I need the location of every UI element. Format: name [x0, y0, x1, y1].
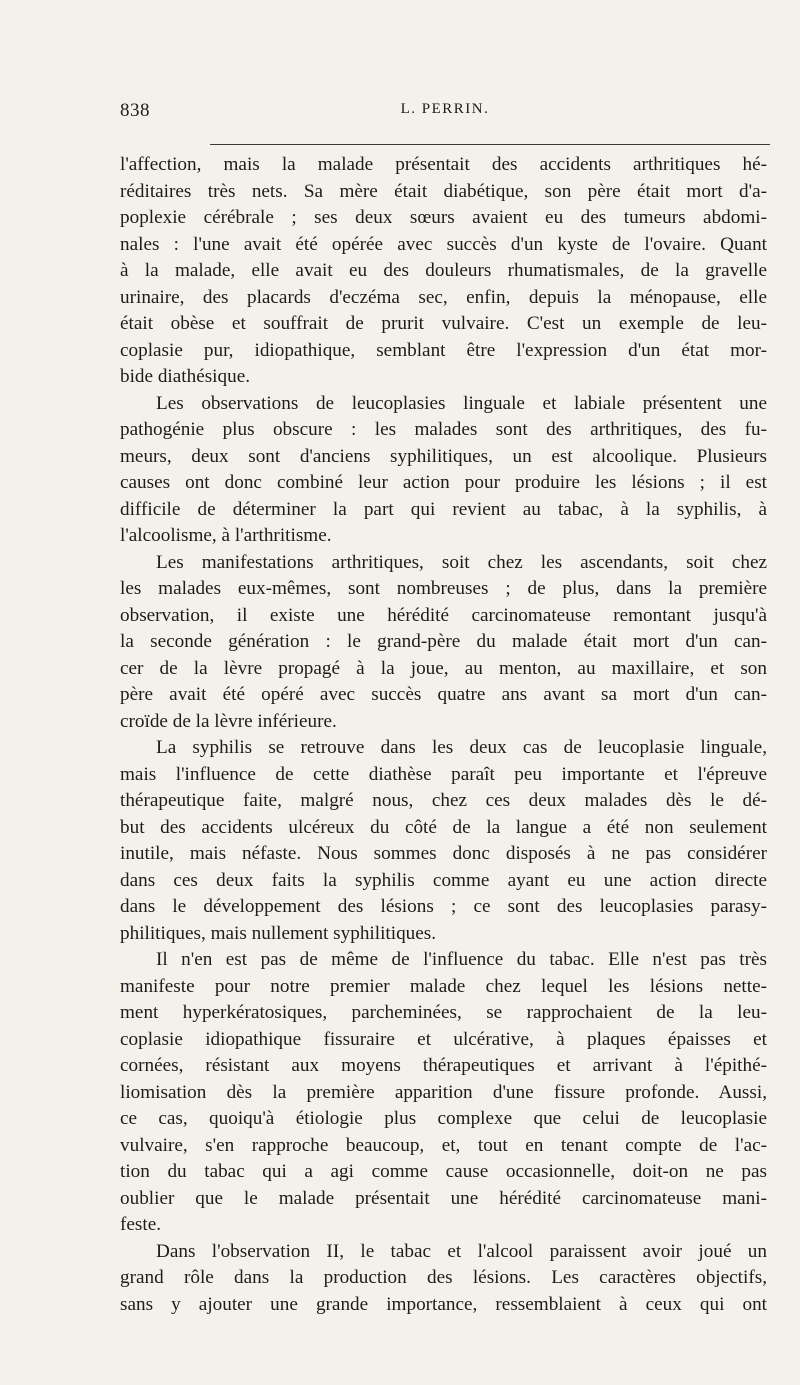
- text-line: inutile, mais néfaste. Nous sommes donc disposés à ne pas considérer: [120, 843, 767, 864]
- text-line: tion du tabac qui a agi comme cause occasionnelle, doit-on ne pas: [120, 1161, 767, 1182]
- page-number: 838: [120, 100, 150, 121]
- text-line: cer de la lèvre propagé à la joue, au menton, au maxillaire, et son: [120, 657, 767, 679]
- text-line: Les manifestations arthritiques, soit chez les ascendants, soit chez: [156, 551, 767, 573]
- text-line: ce cas, quoiqu'à étiologie plus complexe que celui de leucoplasie: [120, 1108, 767, 1129]
- text-line: la seconde génération : le grand-père du malade était mort d'un can-: [120, 631, 767, 652]
- text-line: poplexie cérébrale ; ses deux sœurs avaient eu des tumeurs abdomi-: [120, 207, 767, 228]
- text-line: grand rôle dans la production des lésions. Les caractères objectifs,: [120, 1267, 767, 1288]
- text-line: meurs, deux sont d'anciens syphilitiques, un est alcoolique. Plusieurs: [120, 445, 767, 467]
- text-line: cornées, résistant aux moyens thérapeutiques et arrivant à l'épithé-: [120, 1055, 767, 1076]
- text-line: dans ces deux faits la syphilis comme ayant eu une action directe: [120, 869, 767, 891]
- text-line: sans y ajouter une grande importance, ressemblaient à ceux qui ont: [120, 1293, 767, 1315]
- text-line: Dans l'observation II, le tabac et l'alcool paraissent avoir joué un: [156, 1240, 767, 1262]
- text-line: pathogénie plus obscure : les malades sont des arthritiques, des fu-: [120, 419, 767, 440]
- page-header: [120, 100, 770, 126]
- text-line: oublier que le malade présentait une hérédité carcinomateuse mani-: [120, 1187, 767, 1209]
- text-line: l'alcoolisme, à l'arthritisme.: [120, 525, 332, 546]
- text-line: observation, il existe une hérédité carcinomateuse remontant jusqu'à: [120, 604, 767, 626]
- text-line: thérapeutique faite, malgré nous, chez ces deux malades dès le dé-: [120, 790, 767, 811]
- text-line: père avait été opéré avec succès quatre ans avant sa mort d'un can-: [120, 684, 767, 705]
- text-line: nales : l'une avait été opérée avec succès d'un kyste de l'ovaire. Quant: [120, 233, 767, 255]
- text-line: les malades eux-mêmes, sont nombreuses ; de plus, dans la première: [120, 578, 767, 599]
- text-line: ment hyperkératosiques, parcheminées, se rapprochaient de la leu-: [120, 1002, 767, 1023]
- text-line: réditaires très nets. Sa mère était diabétique, son père était mort d'a-: [120, 180, 767, 202]
- text-line: coplasie idiopathique fissuraire et ulcérative, à plaques épaisses et: [120, 1028, 767, 1050]
- text-line: philitiques, mais nullement syphilitiques.: [120, 922, 437, 944]
- text-line: urinaire, des placards d'eczéma sec, enfin, depuis la ménopause, elle: [120, 286, 767, 308]
- text-line: Il n'en est pas de même de l'influence du tabac. Elle n'est pas très: [156, 949, 767, 970]
- text-line: difficile de déterminer la part qui revient au tabac, à la syphilis, à: [120, 498, 767, 520]
- text-line: feste.: [120, 1214, 162, 1235]
- text-line: bide diathésique.: [120, 366, 251, 387]
- body-text: [120, 152, 767, 1318]
- text-line: La syphilis se retrouve dans les deux cas de leucoplasie linguale,: [156, 737, 767, 758]
- text-line: causes ont donc combiné leur action pour produire les lésions ; il est: [120, 472, 767, 493]
- text-line: l'affection, mais la malade présentait des accidents arthritiques hé-: [120, 154, 767, 175]
- text-line: but des accidents ulcéreux du côté de la langue a été non seulement: [120, 816, 767, 838]
- text-line: à la malade, elle avait eu des douleurs rhumatismales, de la gravelle: [120, 260, 767, 281]
- text-line: liomisation dès la première apparition d'une fissure profonde. Aussi,: [120, 1081, 767, 1103]
- text-line: était obèse et souffrait de prurit vulvaire. C'est un exemple de leu-: [120, 313, 767, 334]
- text-line: coplasie pur, idiopathique, semblant être l'expression d'un état mor-: [120, 339, 767, 361]
- text-line: dans le développement des lésions ; ce sont des leucoplasies parasy-: [120, 896, 767, 917]
- header-rule: [210, 144, 770, 145]
- text-line: Les observations de leucoplasies linguale et labiale présentent une: [156, 392, 767, 414]
- text-line: vulvaire, s'en rapproche beaucoup, et, tout en tenant compte de l'ac-: [120, 1134, 767, 1156]
- running-head: L. PERRIN.: [400, 101, 490, 117]
- text-line: manifeste pour notre premier malade chez lequel les lésions nette-: [120, 975, 767, 997]
- text-line: croïde de la lèvre inférieure.: [120, 710, 337, 732]
- text-line: mais l'influence de cette diathèse paraît peu importante et l'épreuve: [120, 763, 767, 785]
